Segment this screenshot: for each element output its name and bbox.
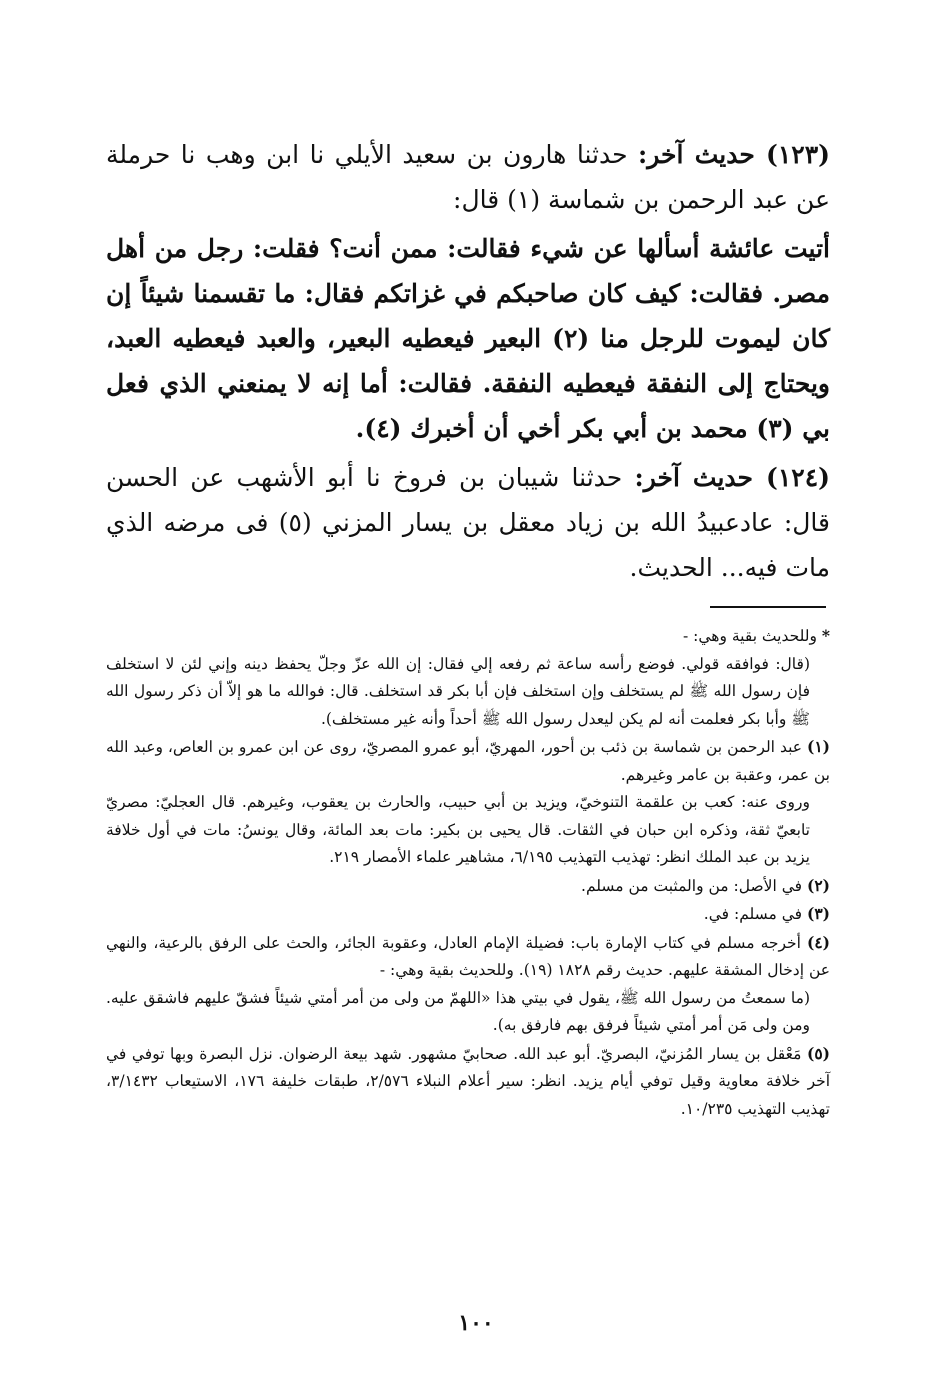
footnote-3-text: في مسلم: في. xyxy=(703,905,803,923)
footnote-3-marker: (٣) xyxy=(806,904,830,923)
footnote-3 xyxy=(106,900,830,929)
hadith-123-text: أتيت عائشة أسألها عن شيء فقالت: ممن أنت؟ فقلت: رجل من أهل مصر. فقالت: كيف كان صاحبكم في غزاتكم فقال: ما تقسمنا شيئاً إن كان ليموت للرجل منا (٢) البعير فيعطيه البعير، والعبد فيعطيه العبد، ويحتاج إلى النفقة فيعطيه النفقة. فقالت: أما إنه لا يمنعني الذي فعل بي (٣) محمد بن أبي بكر أخي أن أخبرك (٤). xyxy=(106,234,831,443)
hadith-123-heading: (١٢٣) حديث آخر: xyxy=(638,140,830,169)
footnote-4-marker: (٤) xyxy=(806,932,830,952)
footnote-2 xyxy=(106,872,830,901)
footnote-5-text: مَعْقل بن يسار المُزنيّ، البصريّ. أبو عبد الله. صحابيّ مشهور. شهد بيعة الرضوان. نزل البصرة وبها توفي في آخر خلافة معاوية وقيل توفي أيام يزيد. انظر: سير أعلام النبلاء ٢/٥٧٦، طبقات خليفة ١٧٦، الاستيعاب ٣/١٤٣٢، تهذيب التهذيب ١٠/٢٣٥. xyxy=(106,1044,831,1118)
hadith-123-chain: حدثنا هارون بن سعيد الأيلي نا ابن وهب نا حرملة عن عبد الرحمن بن شماسة (١) قال: xyxy=(106,140,830,214)
footnote-5-marker: (٥) xyxy=(806,1043,830,1063)
footnote-2-marker: (٢) xyxy=(806,875,830,895)
page-number: ١٠٠ xyxy=(458,1310,494,1336)
footnote-star-quote: (قال: فوافقه قولي. فوضع رأسه ساعة ثم رفعه إلي فقال: إن الله عزّ وجلّ يحفظ دينه وإني لئن لا استخلف فإن رسول الله ﷺ لم يستخلف وإن استخلف فإن أبا بكر قد استخلف. قال: فوالله ما هو إلاّ أن ذكر رسول الله ﷺ وأبا بكر فعلمت أنه لم يكن ليعدل رسول الله ﷺ أحداً وأنه غير مستخلف). xyxy=(106,654,810,728)
hadith-124-heading: (١٢٤) حديث آخر: xyxy=(634,463,830,492)
footnote-4-quote: (ما سمعتُ من رسول الله ﷺ، يقول في بيتي هذا «اللهمّ من ولى من أمر أمتي شيئاً فشقّ عليهم فاشقق عليه. ومن ولى مَن أمر أمتي شيئاً فرفق بهم فارفق به). xyxy=(106,988,810,1034)
hadith-123-isnad xyxy=(106,132,830,222)
footnote-separator xyxy=(710,606,826,608)
footnote-star-marker: * xyxy=(821,626,830,645)
footnote-1 xyxy=(106,733,830,789)
footnotes xyxy=(106,622,830,1123)
footnote-1-text: عبد الرحمن بن شماسة بن ذئب بن أحور، المهريّ، أبو عمرو المصريّ، روى عن ابن عمرو بن العاص، وعبد الله بن عمر، وعقبة بن عامر وغيرهم. xyxy=(106,738,830,784)
footnote-4 xyxy=(106,929,830,985)
hadith-124-chain: حدثنا شيبان بن فروخ نا أبو الأشهب عن الحسن قال: عادعبيدُ الله بن زياد معقل بن يسار المزني (٥) فى مرضه الذي مات فيه... الحديث. xyxy=(106,463,831,582)
main-text xyxy=(106,132,830,594)
footnote-2-text: في الأصل: من والمثبت من مسلم. xyxy=(581,876,803,895)
footnote-1-continued: وروى عنه: كعب بن علقمة التنوخيّ، ويزيد بن أبي حبيب، والحارث بن يعقوب، وغيرهم. قال العجليّ: مصريّ تابعيّ ثقة، وذكره ابن حبان في الثقات. قال يحيى بن بكير: مات بعد المائة، وقال يونسُ: مات في أول خلافة يزيد بن عبد الملك انظر: تهذيب التهذيب ٦/١٩٥، مشاهير علماء الأمصار ٢١٩. xyxy=(106,793,810,866)
footnote-1-marker: (١) xyxy=(806,737,830,756)
footnote-5 xyxy=(106,1040,830,1124)
footnote-star xyxy=(106,622,830,651)
footnote-4-text: أخرجه مسلم في كتاب الإمارة باب: فضيلة الإمام العادل، وعقوبة الجائر، والحث على الرفق بالرعية، والنهي عن إدخال المشقة عليهم. حديث رقم ١٨٢٨ (١٩). وللحديث بقية وهي: - xyxy=(106,933,830,979)
footnote-star-text: وللحديث بقية وهي: - xyxy=(682,627,817,645)
hadith-124-isnad xyxy=(106,455,830,590)
